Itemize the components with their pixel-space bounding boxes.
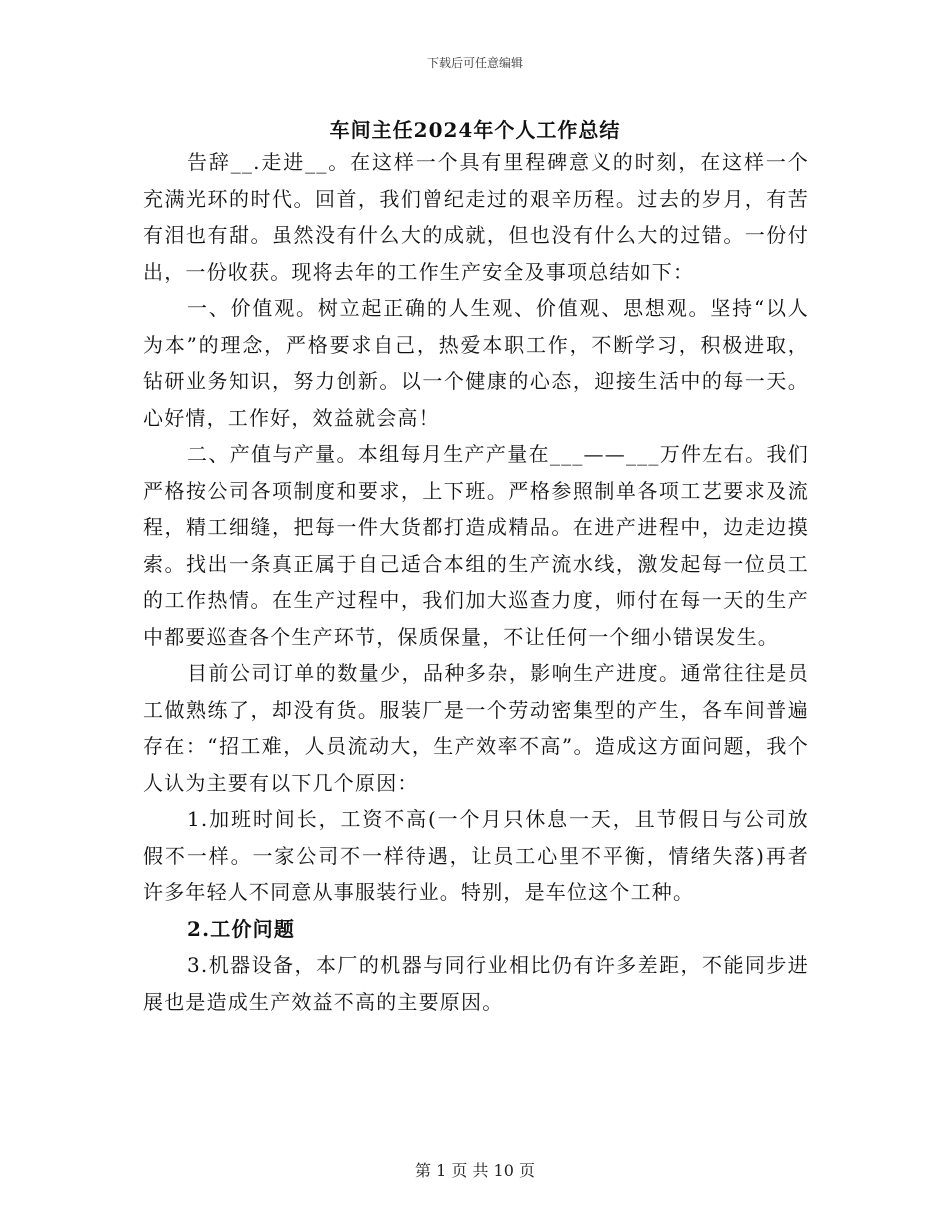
document-title: 车间主任2024年个人工作总结 (329, 118, 621, 142)
reason-item-2-heading: 2.工价问题 (187, 916, 296, 941)
intro-paragraph: 告辞__.走进__。在这样一个具有里程碑意义的时刻，在这样一个充满光环的时代。回首，我们曾纪走过的艰辛历程。过去的岁月，有苦有泪也有甜。虽然没有什么大的成就，但也没有什么大的过错。一份付出，一份收获。现将去年的工作生产安全及事项总结如下： (143, 150, 809, 284)
orders-paragraph: 目前公司订单的数量少，品种多杂，影响生产进度。通常往往是员工做熟练了，却没有货。服装厂是一个劳动密集型的产生，各车间普遍存在：“招工难，人员流动大，生产效率不高”。造成这方面问题，我个人认为主要有以下几个原因： (143, 661, 809, 795)
reason-item-3: 3.机器设备，本厂的机器与同行业相比仍有许多差距，不能同步进展也是造成生产效益不高的主要原因。 (143, 953, 809, 1014)
output-paragraph: 二、产值与产量。本组每月生产产量在___——___万件左右。我们严格按公司各项制度和要求，上下班。严格参照制单各项工艺要求及流程，精工细缝，把每一件大货都打造成精品。在进产进程中，边走边摸索。找出一条真正属于自己适合本组的生产流水线，激发起每一位员工的工作热情。在生产过程中，我们加大巡查力度，师付在每一天的生产中都要巡查各个生产环节，保质保量，不让任何一个细小错误发生。 (143, 442, 809, 649)
reason-item-1: 1.加班时间长，工资不高(一个月只休息一天，且节假日与公司放假不一样。一家公司不一样待遇，让员工心里不平衡，情绪失落)再者许多年轻人不同意从事服装行业。特别，是车位这个工种。 (143, 807, 809, 904)
page-number: 第 1 页 共 10 页 (415, 1161, 535, 1180)
document-body (143, 144, 809, 1020)
header-note: 下载后可任意编辑 (426, 56, 523, 70)
values-paragraph: 一、价值观。树立起正确的人生观、价值观、思想观。坚持“以人为本”的理念，严格要求自己，热爱本职工作，不断学习，积极进取，钻研业务知识，努力创新。以一个健康的心态，迎接生活中的每一天。心好情，工作好，效益就会高！ (143, 296, 809, 430)
